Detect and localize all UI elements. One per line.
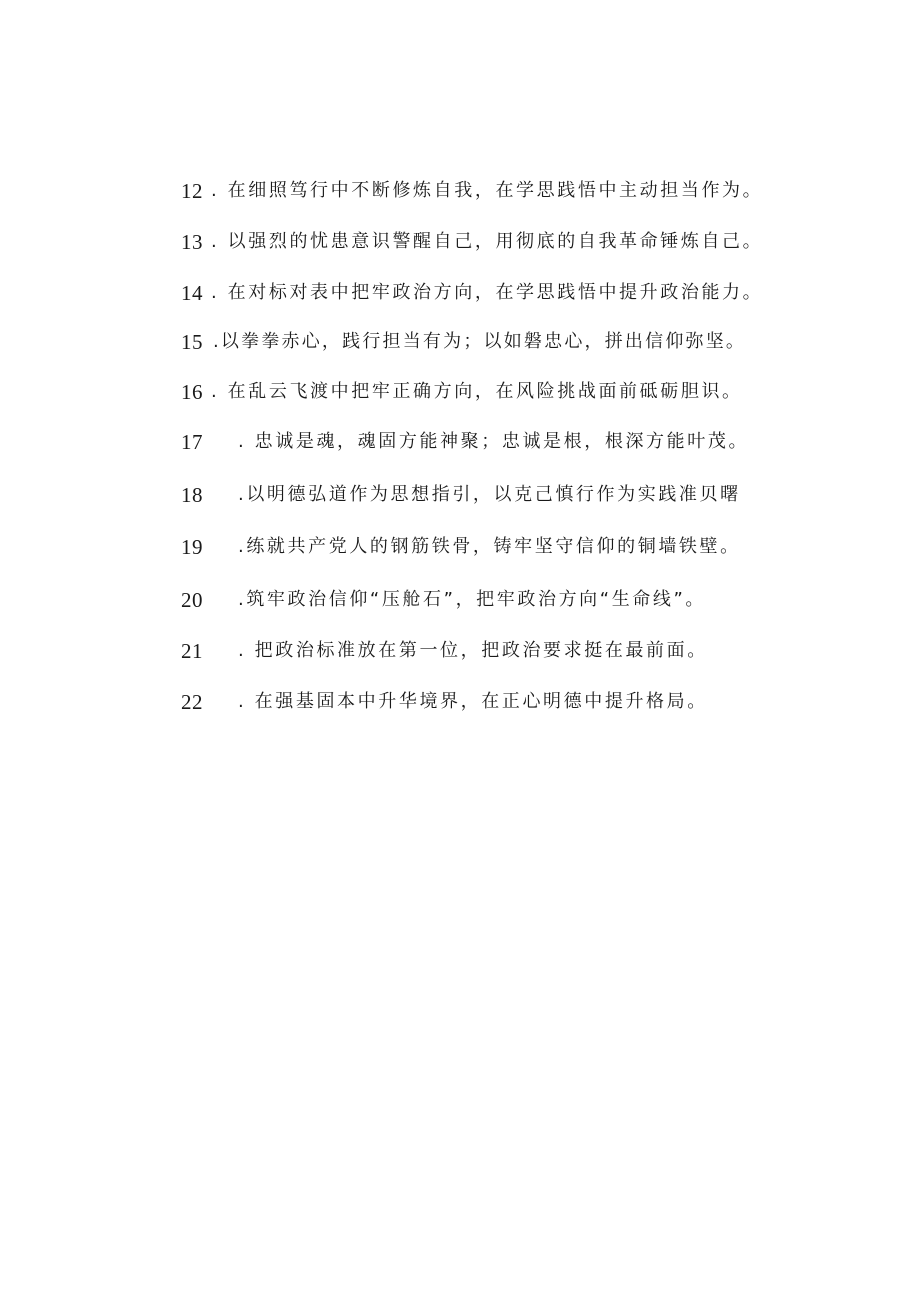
item-number: 18: [181, 483, 203, 507]
item-number: 16: [181, 380, 203, 404]
item-text: .以明德弘道作为思想指引，以克己慎行作为实践准贝曙: [238, 484, 741, 505]
item-number: 19: [181, 535, 203, 559]
item-text: . 忠诚是魂，魂固方能神聚；忠诚是根，根深方能叶茂。: [238, 431, 750, 452]
item-text: . 以强烈的忧患意识警醒自己，用彻底的自我革命锤炼自己。: [211, 231, 764, 252]
item-number: 12: [181, 179, 203, 203]
item-number: 17: [181, 430, 203, 454]
item-text: .以拳拳赤心，践行担当有为；以如磐忠心，拼出信仰弥坚。: [213, 331, 747, 352]
item-text: . 在对标对表中把牢政治方向，在学思践悟中提升政治能力。: [211, 282, 764, 303]
item-number: 21: [181, 639, 203, 663]
item-text: . 在强基固本中升华境界，在正心明德中提升格局。: [238, 691, 708, 712]
item-number: 15: [181, 330, 203, 354]
item-text: . 把政治标准放在第一位，把政治要求挺在最前面。: [238, 640, 708, 661]
item-text: . 在乱云飞渡中把牢正确方向，在风险挑战面前砥砺胆识。: [211, 381, 743, 402]
item-text: . 在细照笃行中不断修炼自我，在学思践悟中主动担当作为。: [211, 180, 764, 201]
item-text: .筑牢政治信仰“压舱石”，把牢政治方向“生命线”。: [238, 589, 707, 610]
item-number: 22: [181, 690, 203, 714]
item-number: 13: [181, 230, 203, 254]
item-number: 14: [181, 281, 203, 305]
item-text: .练就共产党人的钢筋铁骨，铸牢坚守信仰的铜墙铁壁。: [238, 536, 741, 557]
item-number: 20: [181, 588, 203, 612]
